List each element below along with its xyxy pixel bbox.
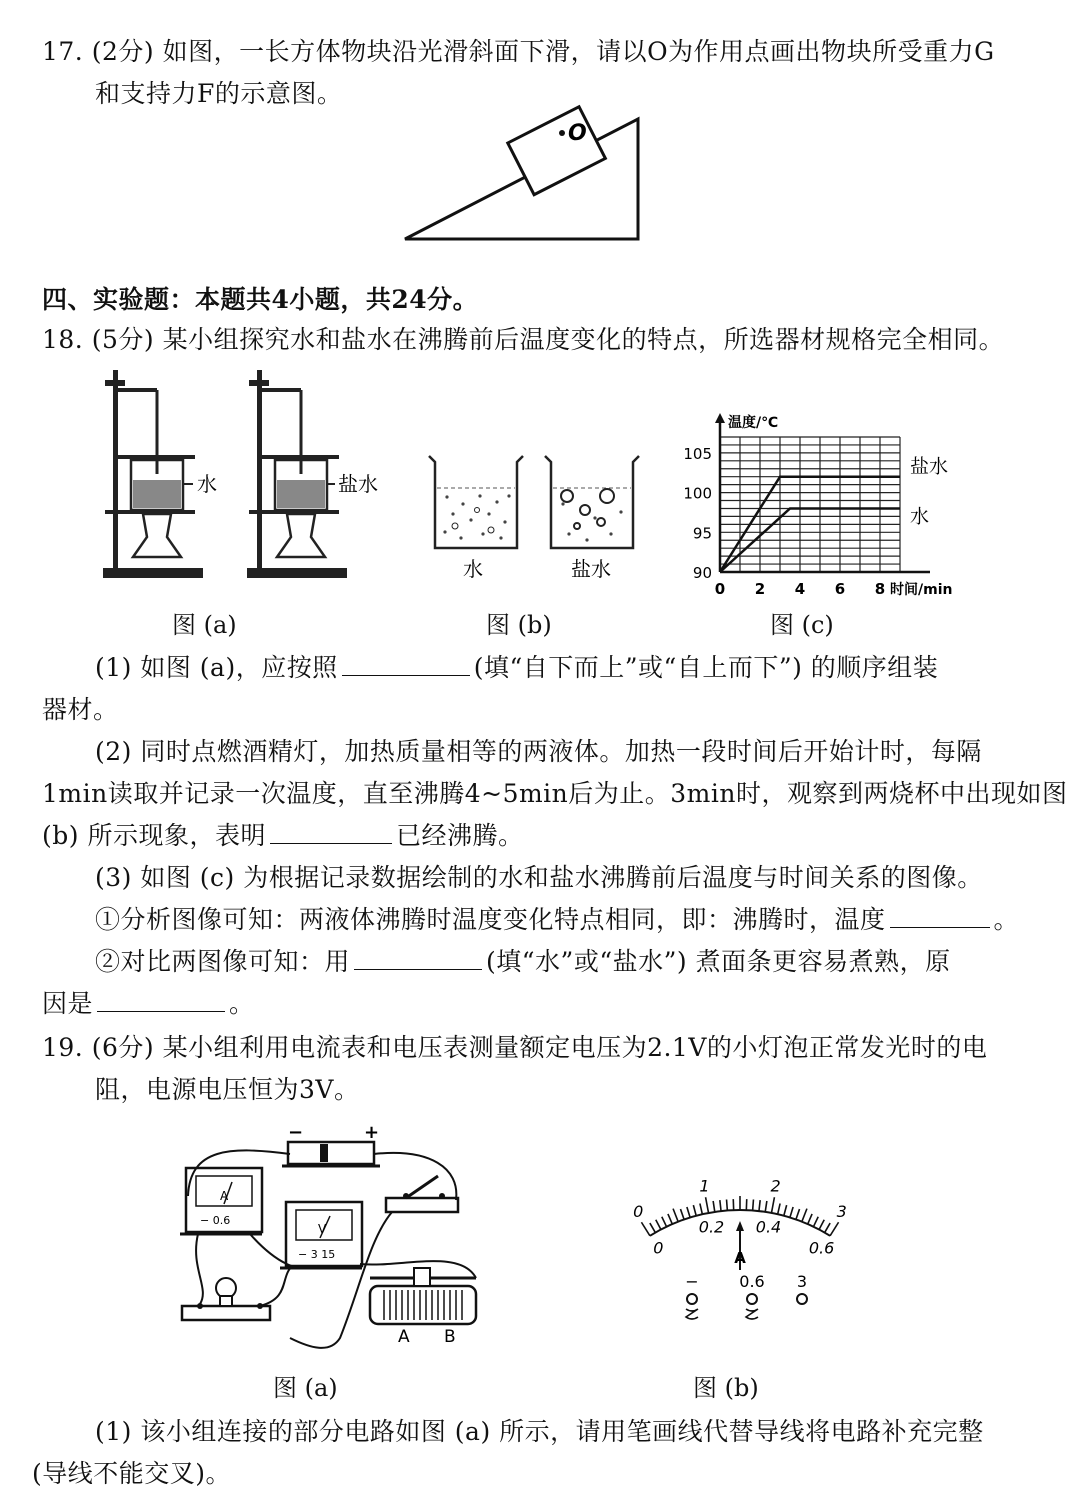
dial-tick xyxy=(641,1222,649,1236)
chart-x-tick-label: 8 xyxy=(874,580,886,598)
q19-stem2: 阻，电源电压恒为3V。 xyxy=(95,1075,360,1104)
q18-p2-c2: 已经沸腾。 xyxy=(395,821,524,850)
answer-blank-5[interactable] xyxy=(97,989,225,1012)
section-heading: 四、实验题：本题共4小题，共24分。 xyxy=(42,285,479,314)
q18-p2-c1: (b) 所示现象，表明 xyxy=(42,821,266,850)
fig19b-ammeter-dial xyxy=(630,1175,850,1335)
q17-line1: 17. (2分) 如图，一长方体物块沿光滑斜面下滑，请以O为作用点画出物块所受重力G xyxy=(42,37,995,66)
dial-top-label: 1 xyxy=(699,1176,710,1196)
dial-terminal-spring xyxy=(686,1309,698,1319)
switch xyxy=(386,1176,458,1212)
rheostat-terminal-b: B xyxy=(444,1327,456,1347)
q18-p2-a: (2) 同时点燃酒精灯，加热质量相等的两液体。加热一段时间后开始计时，每隔 xyxy=(95,737,982,766)
voltmeter-scale: − 3 15 xyxy=(298,1248,336,1261)
dial-tick xyxy=(759,1200,760,1211)
dial-tick xyxy=(778,1203,780,1214)
q18-p3-1a: ①分析图像可知：两液体沸腾时温度变化特点相同，即：沸腾时，温度 xyxy=(95,905,886,934)
q18-p1-b: (填“自下而上”或“自上而下”) 的顺序组装 xyxy=(473,653,939,682)
beaker-water xyxy=(429,456,523,548)
dial-tick xyxy=(650,1223,655,1233)
q18-p3: (3) 如图 (c) 为根据记录数据绘制的水和盐水沸腾前后温度与时间关系的图像。 xyxy=(95,863,983,892)
dial-tick xyxy=(796,1209,800,1219)
battery xyxy=(282,1142,380,1166)
chart-x-tick-label: 0 xyxy=(714,580,726,598)
dial-tick xyxy=(765,1201,767,1212)
beaker-salt xyxy=(545,456,639,548)
dial-tick xyxy=(813,1217,818,1227)
fig18a-caption: 图 (a) xyxy=(172,611,237,639)
rheostat xyxy=(370,1268,476,1324)
dial-tick xyxy=(771,1197,774,1213)
stand-water xyxy=(103,370,203,578)
dial-tick xyxy=(687,1207,690,1218)
dial-terminal-label: 3 xyxy=(796,1272,808,1291)
dial-tick xyxy=(802,1209,807,1222)
dial-tick xyxy=(706,1197,709,1213)
q18-p3-1b: 。 xyxy=(993,905,1020,934)
chart-y-tick-label: 100 xyxy=(683,484,712,503)
chart-y-arrow xyxy=(715,413,725,423)
dial-tick xyxy=(680,1209,684,1219)
rheostat-terminal-a: A xyxy=(398,1327,410,1347)
q18-p2-line3 xyxy=(42,816,523,852)
dial-terminal-label: 0.6 xyxy=(739,1272,765,1291)
q18-p2-b: 1min读取并记录一次温度，直至沸腾4~5min后为止。3min时，观察到两烧杯中出现如图 xyxy=(42,779,1068,808)
dial-tick xyxy=(784,1205,787,1216)
ammeter-scale: − 0.6 xyxy=(200,1214,231,1227)
q18-p3-2 xyxy=(95,942,951,978)
chart-x-tick-label: 6 xyxy=(834,580,846,598)
dial-top-label: 3 xyxy=(836,1202,847,1222)
dial-bottom-label: 0.6 xyxy=(808,1238,835,1258)
fig18b-salt-label: 盐水 xyxy=(571,557,611,581)
dial-pointer-tip xyxy=(736,1221,744,1231)
incline-figure xyxy=(400,92,650,244)
dial-bottom-label: 0 xyxy=(653,1238,664,1258)
point-o-label: O xyxy=(568,121,587,146)
q18-p1-a: (1) 如图 (a)，应按照 xyxy=(95,653,338,682)
dial-tick xyxy=(713,1201,715,1212)
dial-top-label: 0 xyxy=(633,1202,644,1222)
voltmeter-symbol: V xyxy=(318,1222,327,1236)
dial-tick xyxy=(693,1205,696,1216)
fig18a xyxy=(95,362,425,587)
dial-terminal-label: − xyxy=(685,1272,699,1291)
fig18a-water-label: 水 xyxy=(197,472,217,496)
q19-p1-b: (导线不能交叉)。 xyxy=(32,1459,232,1488)
answer-blank-1[interactable] xyxy=(342,653,470,676)
dial-bottom-label: 0.2 xyxy=(698,1217,725,1237)
stand-salt xyxy=(247,370,347,578)
answer-blank-2[interactable] xyxy=(270,821,392,844)
q18-p3-1 xyxy=(95,900,1019,936)
dial-top-label: 2 xyxy=(770,1176,781,1196)
fig18c-caption: 图 (c) xyxy=(770,611,834,639)
dial-tick xyxy=(662,1217,667,1227)
battery-minus: − xyxy=(288,1122,304,1143)
dial-tick xyxy=(668,1214,672,1224)
fig18b xyxy=(425,452,655,582)
battery-plus: + xyxy=(364,1122,380,1143)
wire-ammeter-lamp xyxy=(196,1234,203,1304)
q18-stem: 18. (5分) 某小组探究水和盐水在沸腾前后温度变化的特点，所选器材规格完全相同。 xyxy=(42,325,1005,354)
answer-blank-3[interactable] xyxy=(890,905,990,928)
dial-tick xyxy=(825,1223,830,1233)
chart-y-tick-label: 95 xyxy=(692,524,712,543)
chart-y-tick-label: 90 xyxy=(692,564,712,582)
dial-tick xyxy=(720,1200,721,1211)
fig18b-caption: 图 (b) xyxy=(486,611,552,639)
chart-x-tick-label: 2 xyxy=(754,580,766,598)
dial-bottom-label: 0.4 xyxy=(755,1217,782,1237)
dial-terminal-post xyxy=(687,1294,697,1304)
dial-terminal-spring xyxy=(746,1309,758,1319)
q18-p3-2a: ②对比两图像可知：用 xyxy=(95,947,351,976)
dial-tick xyxy=(673,1209,678,1222)
q19-p1-a: (1) 该小组连接的部分电路如图 (a) 所示，请用笔画线代替导线将电路补充完整 xyxy=(95,1417,984,1446)
fig19b-caption: 图 (b) xyxy=(693,1374,759,1402)
dial-tick xyxy=(727,1200,728,1211)
dial-tick xyxy=(790,1207,793,1218)
chart-y-label: 温度/℃ xyxy=(728,415,779,431)
chart-x-label: 时间/min xyxy=(890,582,953,598)
chart-y-tick-label: 105 xyxy=(683,444,712,463)
fig18b-water-label: 水 xyxy=(463,557,483,581)
dial-tick xyxy=(700,1203,702,1214)
answer-blank-4[interactable] xyxy=(354,947,482,970)
chart-legend-label: 水 xyxy=(910,505,930,528)
q18-p1-c: 器材。 xyxy=(42,695,119,724)
q18-p3-2d: 。 xyxy=(229,989,255,1018)
dial-tick xyxy=(808,1214,812,1224)
chart-x-tick-label: 4 xyxy=(794,580,806,598)
ammeter-symbol: A xyxy=(220,1189,229,1203)
q18-p3-2c: 因是 xyxy=(42,989,94,1018)
dial-terminal-post xyxy=(797,1294,807,1304)
lamp xyxy=(182,1278,270,1320)
fig19a-caption: 图 (a) xyxy=(273,1374,338,1402)
dial-tick xyxy=(830,1222,838,1236)
dial-unit-label: A xyxy=(734,1249,746,1267)
point-o xyxy=(559,130,565,136)
dial-tick xyxy=(753,1200,754,1211)
dial-tick xyxy=(819,1220,824,1230)
block xyxy=(508,107,606,195)
q18-p1-line1 xyxy=(95,648,938,684)
dial-tick xyxy=(656,1220,661,1230)
wire-lamp-voltmeter xyxy=(260,1266,292,1306)
dial-terminal-post xyxy=(747,1294,757,1304)
q18-p3-2-cont xyxy=(42,984,255,1020)
q18-p3-2b: (填“水”或“盐水”) 煮面条更容易煮熟，原 xyxy=(486,947,951,976)
fig18c-chart xyxy=(680,405,970,605)
chart-legend-label: 盐水 xyxy=(910,455,949,478)
q17-line2: 和支持力F的示意图。 xyxy=(95,79,343,108)
fig19a-circuit xyxy=(170,1118,510,1358)
q19-stem1: 19. (6分) 某小组利用电流表和电压表测量额定电压为2.1V的小灯泡正常发光时的电 xyxy=(42,1033,988,1062)
fig18a-salt-label: 盐水 xyxy=(338,472,378,496)
